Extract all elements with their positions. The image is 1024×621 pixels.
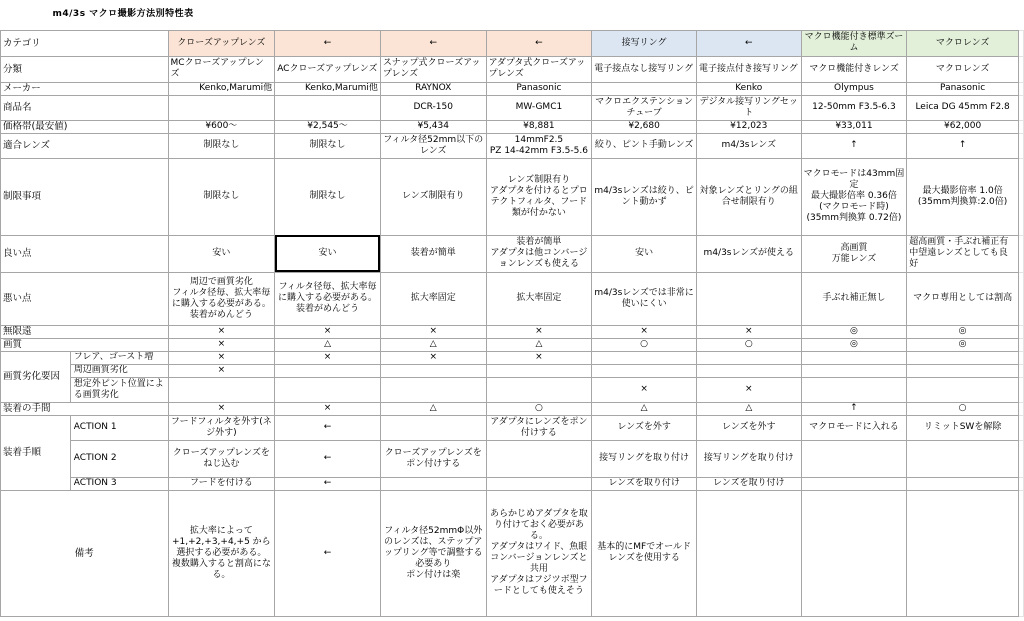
row-pros [1,235,1024,272]
cell-action1-8[interactable]: リミットSWを解除 [907,415,1019,440]
cell-classification-4[interactable]: アダプタ式クローズアップレンズ [486,56,592,82]
cell-mount-effort-8[interactable]: ○ [907,402,1019,415]
cell-product-2[interactable] [275,95,381,120]
cell-deg-flare-2[interactable]: × [275,351,381,364]
cell-restrictions-2[interactable]: 制限なし [275,158,381,235]
cell-remarks-4[interactable]: あらかじめアダプタを取り付けておく必要がある。 アダプタはワイド、魚眼コンバージョンレンズと共用 アダプタはフジツボ型フードとしても使えそう [486,490,592,616]
cell-action2-8[interactable] [907,440,1019,477]
row-label-category[interactable]: カテゴリ [1,30,169,56]
cell-deg-focus-5[interactable]: × [592,377,697,402]
cell-action3-7[interactable] [801,477,907,490]
cell-category-6[interactable]: ← [696,30,801,56]
cell-restrictions-5[interactable]: m4/3sレンズは絞り、ピント動かず [592,158,697,235]
cell-action3-2[interactable]: ← [275,477,381,490]
row-label-maker[interactable]: メーカー [1,82,169,95]
cell-quality-5[interactable]: ○ [592,338,697,351]
cell-pros-8[interactable]: 超高画質・手ぶれ補正有 中望遠レンズとしても良好 [907,235,1019,272]
cell-classification-7[interactable]: マクロ機能付きレンズ [801,56,907,82]
cell-deg-edge-3[interactable] [380,364,486,377]
row-product [1,95,1024,120]
cell-action3-1[interactable]: フードを付ける [168,477,275,490]
cell-deg-focus-4[interactable] [486,377,592,402]
row-label-mount-effort[interactable]: 装着の手間 [1,402,169,415]
row-remarks [1,490,1024,616]
cell-pros-3[interactable]: 装着が簡単 [380,235,486,272]
row-label-quality[interactable]: 画質 [1,338,169,351]
cell-quality-7[interactable]: ◎ [801,338,907,351]
cell-product-1[interactable] [168,95,275,120]
cell-pros-5[interactable]: 安い [592,235,697,272]
cell-infinity-4[interactable]: × [486,325,592,338]
cell-action2-2[interactable]: ← [275,440,381,477]
row-label-action1[interactable]: ACTION 1 [70,415,168,440]
title-row-blank [486,0,1023,30]
cell-deg-edge-2[interactable] [275,364,381,377]
cell-compatible-4[interactable]: 14mmF2.5 PZ 14-42mm F3.5-5.6 [486,133,592,158]
cell-classification-6[interactable]: 電子接点付き接写リング [696,56,801,82]
row-label-product[interactable]: 商品名 [1,95,169,120]
row-classification [1,56,1024,82]
sheet-title: m4/3s マクロ撮影方法別特性表 [52,9,194,20]
cell-deg-edge-4[interactable] [486,364,592,377]
row-label-restrictions[interactable]: 制限事項 [1,158,169,235]
cell-pros-6[interactable]: m4/3sレンズが使える [696,235,801,272]
row-action2 [1,440,1024,477]
cell-classification-1[interactable]: MCクローズアップレンズ [168,56,275,82]
row-label-degradation[interactable]: 画質劣化要因 [1,351,71,402]
cell-deg-edge-6[interactable] [696,364,801,377]
cell-classification-3[interactable]: スナップ式クローズアップレンズ [380,56,486,82]
row-action3 [1,477,1024,490]
cell-action3-4[interactable] [486,477,592,490]
cell-category-3[interactable]: ← [380,30,486,56]
cell-pros-4[interactable]: 装着が簡単 アダプタは他コンバージョンレンズも使える [486,235,592,272]
cell-restrictions-3[interactable]: レンズ制限有り [380,158,486,235]
cell-action2-4[interactable] [486,440,592,477]
cell-infinity-8[interactable]: ◎ [907,325,1019,338]
row-deg-focus [1,377,1024,402]
cell-product-5[interactable]: マクロエクステンションチューブ [592,95,697,120]
cell-quality-4[interactable]: △ [486,338,592,351]
row-label-cons[interactable]: 悪い点 [1,272,169,325]
cell-deg-edge-7[interactable] [801,364,907,377]
cell-infinity-1[interactable]: × [168,325,275,338]
cell-remarks-3[interactable]: フィルタ径52mmΦ以外のレンズは、ステップアップリング等で調整する必要あり ポン付けは楽 [380,490,486,616]
cell-deg-flare-6[interactable] [696,351,801,364]
cell-category-4[interactable]: ← [486,30,592,56]
cell-maker-5[interactable] [592,82,697,95]
cell-action1-6[interactable]: レンズを外す [696,415,801,440]
cell-price-6[interactable]: ¥12,023 [696,120,801,133]
cell-restrictions-8[interactable]: 最大撮影倍率 1.0倍 (35mm判換算:2.0倍) [907,158,1019,235]
cell-infinity-2[interactable]: × [275,325,381,338]
row-label-price[interactable]: 価格帯(最安値) [1,120,169,133]
cell-deg-focus-1[interactable] [168,377,275,402]
row-deg-flare [1,351,1024,364]
row-quality [1,338,1024,351]
cell-cons-5[interactable]: m4/3sレンズでは非常に使いにくい [592,272,697,325]
cell-compatible-6[interactable]: m4/3sレンズ [696,133,801,158]
cell-product-6[interactable]: デジタル接写リングセット [696,95,801,120]
row-action1 [1,415,1024,440]
row-label-action3[interactable]: ACTION 3 [70,477,168,490]
cell-maker-3[interactable]: RAYNOX [380,82,486,95]
cell-action2-1[interactable]: クローズアップレンズをねじ込む [168,440,275,477]
row-restrictions [1,158,1024,235]
cell-maker-2[interactable]: Kenko,Marumi他 [275,82,381,95]
row-price [1,120,1024,133]
cell-remarks-2[interactable]: ← [275,490,381,616]
cell-deg-flare-1[interactable]: × [168,351,275,364]
cell-category-1[interactable]: クローズアップレンズ [168,30,275,56]
cell-mount-effort-7[interactable]: ↑ [801,402,907,415]
row-label-classification[interactable]: 分類 [1,56,169,82]
row-label-action2[interactable]: ACTION 2 [70,440,168,477]
cell-category-8[interactable]: マクロレンズ [907,30,1019,56]
cell-restrictions-6[interactable]: 対象レンズとリングの組合せ制限有り [696,158,801,235]
cell-category-5[interactable]: 接写リング [592,30,697,56]
cell-action3-6[interactable]: レンズを取り付け [696,477,801,490]
cell-product-3[interactable]: DCR-150 [380,95,486,120]
row-label-deg-flare[interactable]: フレア、ゴースト増 [70,351,168,364]
cell-quality-8[interactable]: ◎ [907,338,1019,351]
cell-action1-3[interactable] [380,415,486,440]
cell-deg-focus-8[interactable] [907,377,1019,402]
cell-compatible-5[interactable]: 絞り、ピント手動レンズ [592,133,697,158]
cell-deg-focus-2[interactable] [275,377,381,402]
cell-cons-1[interactable]: 周辺で画質劣化 フィルタ径毎、拡大率毎に購入する必要がある。装着がめんどう [168,272,275,325]
row-maker [1,82,1024,95]
cell-quality-2[interactable]: △ [275,338,381,351]
cell-deg-focus-3[interactable] [380,377,486,402]
row-label-deg-edge[interactable]: 周辺画質劣化 [70,364,168,377]
cell-action1-5[interactable]: レンズを外す [592,415,697,440]
cell-remarks-1[interactable]: 拡大率によって +1,+2,+3,+4,+5 から選択する必要がある。 複数購入すると割高になる。 [168,490,275,616]
cell-remarks-5[interactable]: 基本的にMFでオールドレンズを使用する [592,490,697,616]
cell-quality-6[interactable]: ○ [696,338,801,351]
cell-cons-6[interactable] [696,272,801,325]
row-deg-edge [1,364,1024,377]
cell-action3-8[interactable] [907,477,1019,490]
cell-pros-1[interactable]: 安い [168,235,275,272]
cell-product-4[interactable]: MW-GMC1 [486,95,592,120]
cell-compatible-7[interactable]: ↑ [801,133,907,158]
cell-classification-2[interactable]: ACクローズアップレンズ [275,56,381,82]
cell-price-8[interactable]: ¥62,000 [907,120,1019,133]
cell-restrictions-4[interactable]: レンズ制限有り アダプタを付けるとプロテクトフィルタ、フード類が付かない [486,158,592,235]
cell-maker-7[interactable]: Olympus [801,82,907,95]
row-label-infinity[interactable]: 無限遠 [1,325,169,338]
cell-action1-1[interactable]: フードフィルタを外す(ネジ外す) [168,415,275,440]
cell-infinity-6[interactable]: × [696,325,801,338]
cell-price-1[interactable]: ¥600～ [168,120,275,133]
cell-mount-effort-5[interactable]: △ [592,402,697,415]
cell-mount-effort-4[interactable]: ○ [486,402,592,415]
cell-deg-flare-7[interactable] [801,351,907,364]
cell-compatible-3[interactable]: フィルタ径52mm以下のレンズ [380,133,486,158]
row-label-remarks[interactable]: 備考 [1,490,169,616]
row-cons [1,272,1024,325]
row-mount-effort [1,402,1024,415]
row-label-mount-steps[interactable]: 装着手順 [1,415,71,490]
cell-product-8[interactable]: Leica DG 45mm F2.8 [907,95,1019,120]
cell-price-5[interactable]: ¥2,680 [592,120,697,133]
cell-action1-4[interactable]: アダプタにレンズをポン付けする [486,415,592,440]
cell-maker-8[interactable]: Panasonic [907,82,1019,95]
cell-deg-flare-8[interactable] [907,351,1019,364]
cell-cons-8[interactable]: マクロ専用としては割高 [907,272,1019,325]
cell-compatible-2[interactable]: 制限なし [275,133,381,158]
cell-price-2[interactable]: ¥2,545～ [275,120,381,133]
cell-mount-effort-6[interactable]: △ [696,402,801,415]
cell-cons-2[interactable]: フィルタ径毎、拡大率毎に購入する必要がある。 装着がめんどう [275,272,381,325]
cell-action2-3[interactable]: クローズアップレンズをポン付けする [380,440,486,477]
cell-mount-effort-1[interactable]: × [168,402,275,415]
cell-cons-4[interactable]: 拡大率固定 [486,272,592,325]
cell-maker-4[interactable]: Panasonic [486,82,592,95]
cell-action2-7[interactable] [801,440,907,477]
cell-remarks-8[interactable] [907,490,1019,616]
cell-action2-5[interactable]: 接写リングを取り付け [592,440,697,477]
cell-infinity-5[interactable]: × [592,325,697,338]
cell-pros-7[interactable]: 高画質 万能レンズ [801,235,907,272]
cell-action3-5[interactable]: レンズを取り付け [592,477,697,490]
cell-compatible-8[interactable]: ↑ [907,133,1019,158]
cell-remarks-6[interactable] [696,490,801,616]
cell-infinity-3[interactable]: × [380,325,486,338]
cell-product-7[interactable]: 12-50mm F3.5-6.3 [801,95,907,120]
cell-infinity-7[interactable]: ◎ [801,325,907,338]
row-compatible [1,133,1024,158]
cell-deg-edge-5[interactable] [592,364,697,377]
row-label-compatible[interactable]: 適合レンズ [1,133,169,158]
cell-action1-7[interactable]: マクロモードに入れる [801,415,907,440]
cell-restrictions-1[interactable]: 制限なし [168,158,275,235]
cell-quality-3[interactable]: △ [380,338,486,351]
cell-quality-1[interactable]: × [168,338,275,351]
cell-classification-5[interactable]: 電子接点なし接写リング [592,56,697,82]
cell-pros-2-selected[interactable]: 安い [275,235,381,272]
cell-deg-edge-1[interactable]: × [168,364,275,377]
cell-deg-flare-3[interactable]: × [380,351,486,364]
cell-action2-6[interactable]: 接写リングを取り付け [696,440,801,477]
cell-compatible-1[interactable]: 制限なし [168,133,275,158]
cell-action3-3[interactable] [380,477,486,490]
cell-price-7[interactable]: ¥33,011 [801,120,907,133]
cell-deg-focus-7[interactable] [801,377,907,402]
cell-deg-edge-8[interactable] [907,364,1019,377]
row-category [1,30,1024,56]
row-label-pros[interactable]: 良い点 [1,235,169,272]
cell-price-4[interactable]: ¥8,881 [486,120,592,133]
cell-classification-8[interactable]: マクロレンズ [907,56,1019,82]
cell-deg-focus-6[interactable]: × [696,377,801,402]
cell-cons-3[interactable]: 拡大率固定 [380,272,486,325]
cell-maker-6[interactable]: Kenko [696,82,801,95]
cell-restrictions-7[interactable]: マクロモードは43mm固定 最大撮影倍率 0.36倍 (マクロモード時) (35mm判換算 0.72倍) [801,158,907,235]
cell-cons-7[interactable]: 手ぶれ補正無し [801,272,907,325]
cell-deg-flare-5[interactable] [592,351,697,364]
cell-category-7[interactable]: マクロ機能付き標準ズーム [801,30,907,56]
cell-remarks-7[interactable] [801,490,907,616]
row-label-deg-focus[interactable]: 想定外ピント位置による画質劣化 [70,377,168,402]
cell-mount-effort-2[interactable]: × [275,402,381,415]
cell-category-2[interactable]: ← [275,30,381,56]
cell-deg-flare-4[interactable]: × [486,351,592,364]
row-infinity [1,325,1024,338]
cell-action1-2[interactable]: ← [275,415,381,440]
cell-mount-effort-3[interactable]: △ [380,402,486,415]
cell-maker-1[interactable]: Kenko,Marumi他 [168,82,275,95]
cell-price-3[interactable]: ¥5,434 [380,120,486,133]
